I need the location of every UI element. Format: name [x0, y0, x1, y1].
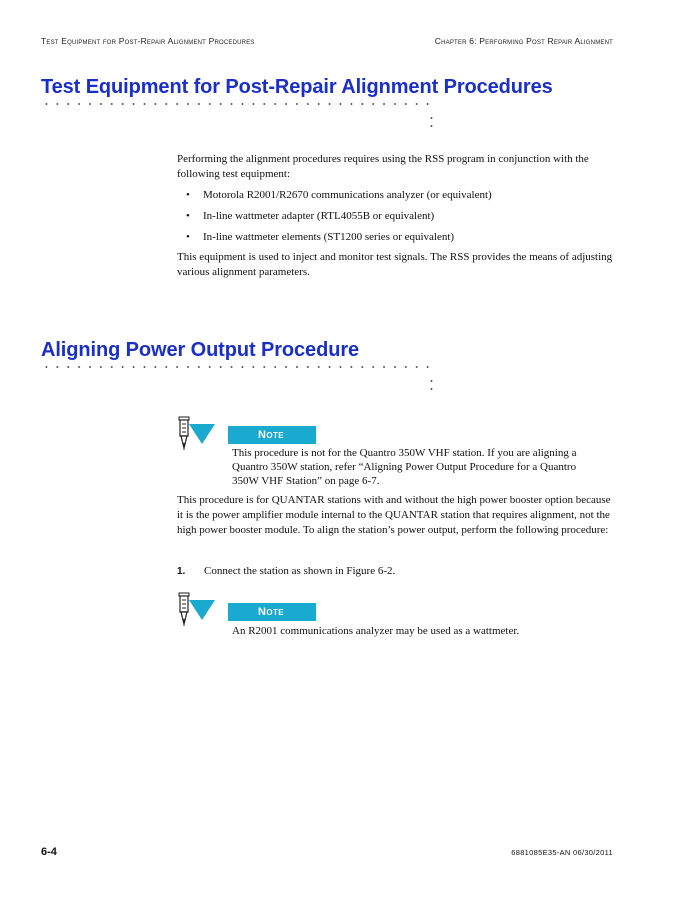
- list-item: • Motorola R2001/R2670 communications analyzer (or equivalent): [186, 189, 492, 201]
- running-header-right: Chapter 6: Performing Post Repair Alignment: [434, 36, 613, 46]
- note-label: Note: [228, 603, 316, 621]
- note-text: An R2001 communications analyzer may be used as a wattmeter.: [232, 625, 520, 637]
- list-item: • In-line wattmeter adapter (RTL4055B or equivalent): [186, 210, 435, 222]
- list-item-text: In-line wattmeter adapter (RTL4055B or equivalent): [203, 210, 435, 222]
- running-header-left: Test Equipment for Post-Repair Alignment Procedures: [41, 36, 255, 46]
- section-title-test-equipment: Test Equipment for Post-Repair Alignment Procedures: [41, 76, 553, 98]
- list-item: • In-line wattmeter elements (ST1200 series or equivalent): [186, 231, 455, 243]
- heading-dotted-rule-vertical: [430, 114, 433, 130]
- heading-dotted-rule-vertical: [430, 377, 433, 393]
- section-title-aligning-power: Aligning Power Output Procedure: [41, 339, 360, 361]
- note-pen-icon: [177, 416, 217, 452]
- procedure-paragraph: This procedure is for QUANTAR stations with and without the high power booster option because it is the power amplifier module internal to the QUANTAR station that requires alignment, not the high power booster module. To align the station’s power output, perform the following procedure:: [177, 494, 611, 536]
- heading-dotted-rule: [41, 366, 433, 368]
- note-label: Note: [228, 426, 316, 444]
- note-text: This procedure is not for the Quantro 350W VHF station. If you are aligning a Quantro 350W station, refer “Aligning Power Output Procedure for a Quantro 350W VHF Station” on page 6-7.: [232, 447, 577, 487]
- closing-paragraph: This equipment is used to inject and monitor test signals. The RSS provides the means of adjusting various alignment parameters.: [177, 251, 613, 278]
- step-text: Connect the station as shown in Figure 6-2.: [204, 565, 396, 577]
- list-item-text: Motorola R2001/R2670 communications analyzer (or equivalent): [203, 189, 492, 201]
- note-pen-icon: [177, 592, 217, 628]
- heading-dotted-rule: [41, 103, 433, 105]
- document-id: 6881085E35-AN 06/30/2011: [511, 848, 613, 857]
- list-item-text: In-line wattmeter elements (ST1200 series or equivalent): [203, 231, 455, 243]
- intro-paragraph: Performing the alignment procedures requires using the RSS program in conjunction with the following test equipment:: [177, 153, 589, 180]
- page-number: 6-4: [41, 846, 57, 858]
- step-number: 1.: [177, 566, 186, 577]
